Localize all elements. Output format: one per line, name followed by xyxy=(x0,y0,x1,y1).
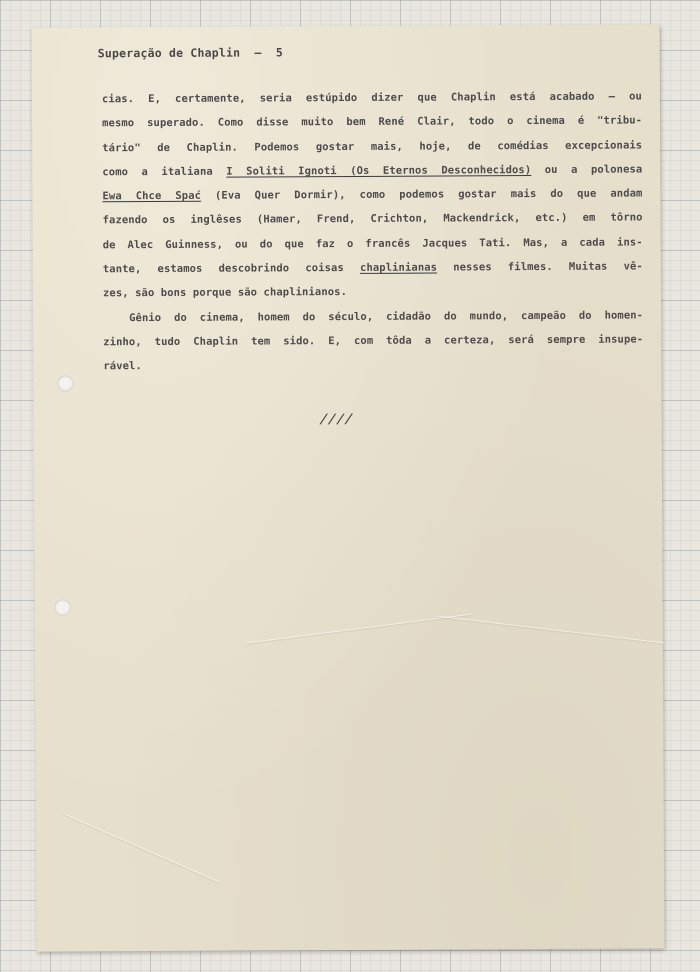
paper-fold xyxy=(63,813,219,882)
punch-hole xyxy=(55,599,71,615)
text-line: cias. E, certamente, seria estúpido dizer que Chaplin está acabado — ou xyxy=(101,90,642,106)
text-fragment: como a italiana xyxy=(102,165,213,179)
text-fragment: (Eva Quer Dormir), como podemos gostar mais do que andam xyxy=(214,187,643,202)
text-line: Gênio do cinema, homem do século, cidadão do mundo, campeão do homen- xyxy=(129,309,644,324)
page-number: 5 xyxy=(275,45,283,60)
typed-text xyxy=(102,84,644,378)
underlined-word: chaplinianas xyxy=(359,261,438,275)
text-line: zinho, tudo Chaplin tem sido. E, com tôda a certeza, será sempre insupe- xyxy=(103,333,644,349)
paper-fold xyxy=(435,616,664,644)
text-line: mesmo superado. Como disse muito bem René Clair, todo o cinema é "tribu- xyxy=(102,114,643,130)
text-line: tário" de Chaplin. Podemos gostar mais, hoje, de comédias excepcionais xyxy=(102,139,643,154)
page-header xyxy=(98,45,283,60)
text-line xyxy=(103,255,643,282)
text-line: zes, são bons porque são chaplinianos. xyxy=(102,286,348,300)
punch-hole xyxy=(57,375,73,391)
end-mark: //// xyxy=(318,411,355,428)
film-title-underlined: Ewa Chce Spać xyxy=(102,189,202,203)
text-fragment: tante, estamos descobrindo coisas xyxy=(102,262,344,276)
film-title-underlined: I Soliti Ignoti (Os Eternos Desconhecidos) xyxy=(226,163,532,178)
header-separator: – xyxy=(254,45,262,60)
text-line: fazendo os inglêses (Hamer, Frend, Crichton, Mackendrick, etc.) em tôrno xyxy=(102,211,643,227)
text-fragment: ou a polonesa xyxy=(544,163,643,176)
header-title: Superação de Chaplin xyxy=(97,45,241,61)
paper-fold xyxy=(246,613,474,643)
text-line: rável. xyxy=(103,360,142,373)
text-fragment: nesses filmes. Muitas vê- xyxy=(453,260,643,274)
paper-sheet xyxy=(32,24,665,951)
text-line xyxy=(102,182,642,209)
text-line: de Alec Guinness, ou do que faz o francês Jacques Tati. Mas, a cada ins- xyxy=(102,236,643,252)
text-line xyxy=(102,157,642,184)
